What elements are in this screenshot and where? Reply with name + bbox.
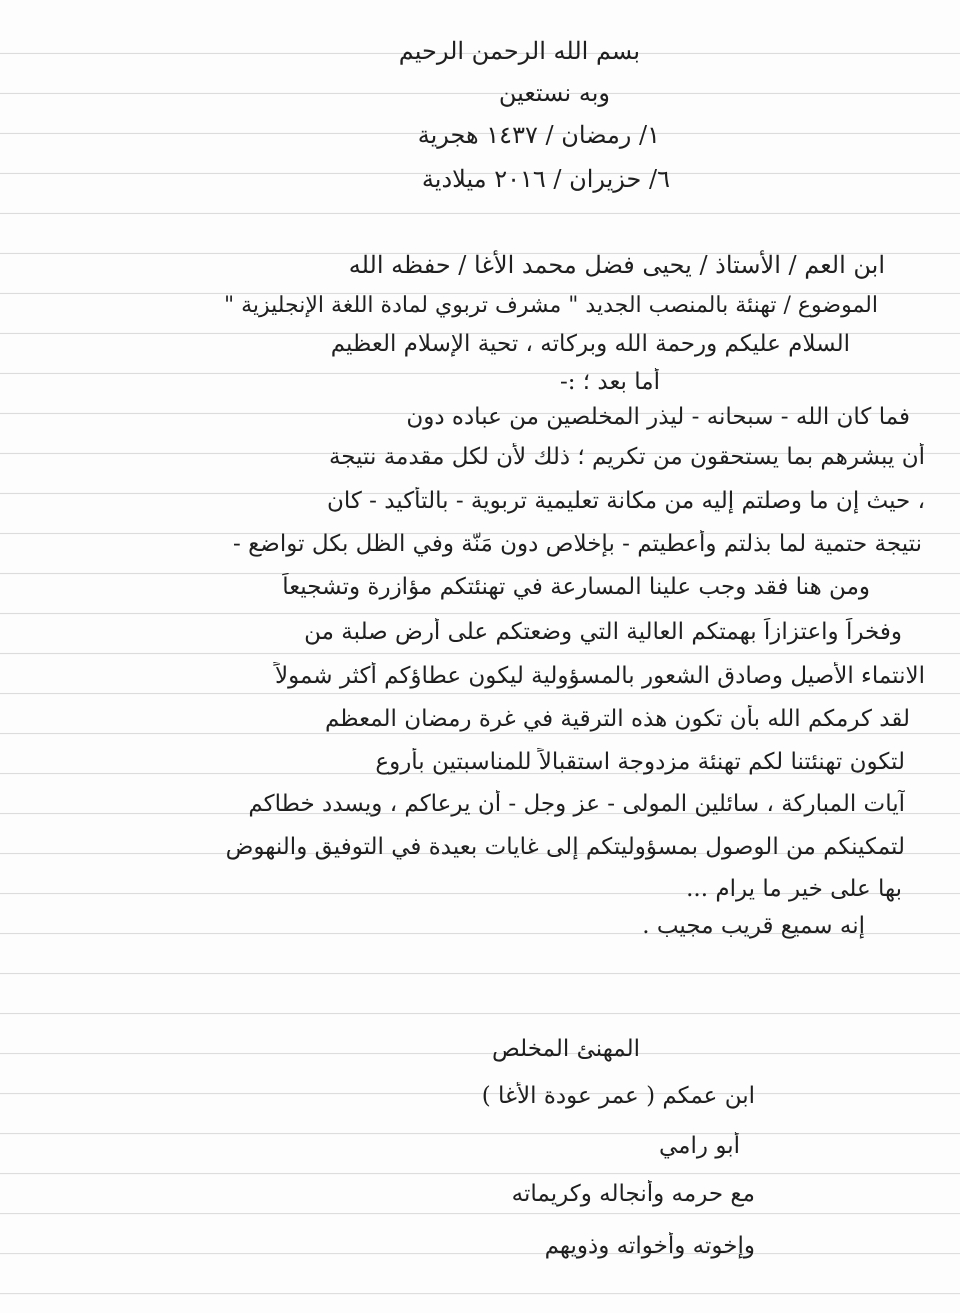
date-gregorian: ٦/ حزيران / ٢٠١٦ ميلادية: [421, 165, 670, 193]
basmala: بسم الله الرحمن الرحيم: [398, 37, 640, 65]
istiana: وبه نستعين: [498, 79, 610, 107]
body-line-12: بها على خير ما يرام ...: [686, 876, 902, 902]
body-line-7: الانتماء الأصيل وصادق الشعور بالمسؤولية ليكون عطاؤكم أكثر شمولاً: [274, 663, 925, 689]
body-line-5: ومن هنا فقد وجب علينا المسارعة في تهنئتكم مؤازرة وتشجيعاً: [282, 574, 870, 600]
signature-closing: المهنئ المخلص: [491, 1036, 640, 1062]
signature-name: ابن عمكم ( عمر عودة الأغا ): [481, 1083, 755, 1109]
subject-line: الموضوع / تهنئة بالمنصب الجديد " مشرف تربوي لمادة اللغة الإنجليزية ": [223, 293, 878, 318]
body-line-11: لتمكينكم من الوصول بمسؤوليتكم إلى غايات بعيدة في التوفيق والنهوض: [225, 834, 905, 860]
body-line-1: فما كان الله - سبحانه - ليذر المخلصين من عباده دون: [406, 404, 910, 430]
date-hijri: ١/ رمضان / ١٤٣٧ هجرية: [417, 121, 660, 149]
body-line-9: لتكون تهنئتنا لكم تهنئة مزدوجة استقبالاً للمناسبتين بأروع: [375, 749, 905, 775]
signature-kunya: أبو رامي: [659, 1133, 740, 1159]
body-line-10: آيات المباركة ، سائلين المولى - عز وجل - أن يرعاكم ، ويسدد خطاكم: [248, 791, 905, 817]
body-line-4: نتيجة حتمية لما بذلتم وأعطيتم - بإخلاص دون مَنّة وفي الظل بكل تواضع -: [232, 531, 922, 557]
body-line-13: إنه سميع قريب مجيب .: [642, 913, 865, 939]
recipient-line: ابن العم / الأستاذ / يحيى فضل محمد الأغا / حفظه الله: [348, 251, 885, 279]
greeting-line: السلام عليكم ورحمة الله وبركاته ، تحية الإسلام العظيم: [330, 331, 850, 357]
body-line-3: ، حيث إن ما وصلتم إليه من مكانة تعليمية تربوية - بالتأكيد - كان: [326, 488, 925, 514]
amma-baad: أما بعد ؛ :-: [559, 369, 660, 395]
signature-family-2: وإخوته وأخواته وذويهم: [544, 1233, 755, 1259]
body-line-6: وفخراً واعتزازاً بهمتكم العالية التي وضعتكم على أرض صلبة من: [304, 619, 902, 645]
body-line-2: أن يبشرهم بما يستحقون من تكريم ؛ ذلك لأن لكل مقدمة نتيجة: [328, 444, 925, 470]
body-line-8: لقد كرمكم الله بأن تكون هذه الترقية في غرة رمضان المعظم: [324, 706, 910, 732]
signature-family-1: مع حرمه وأنجاله وكريماته: [511, 1181, 755, 1207]
